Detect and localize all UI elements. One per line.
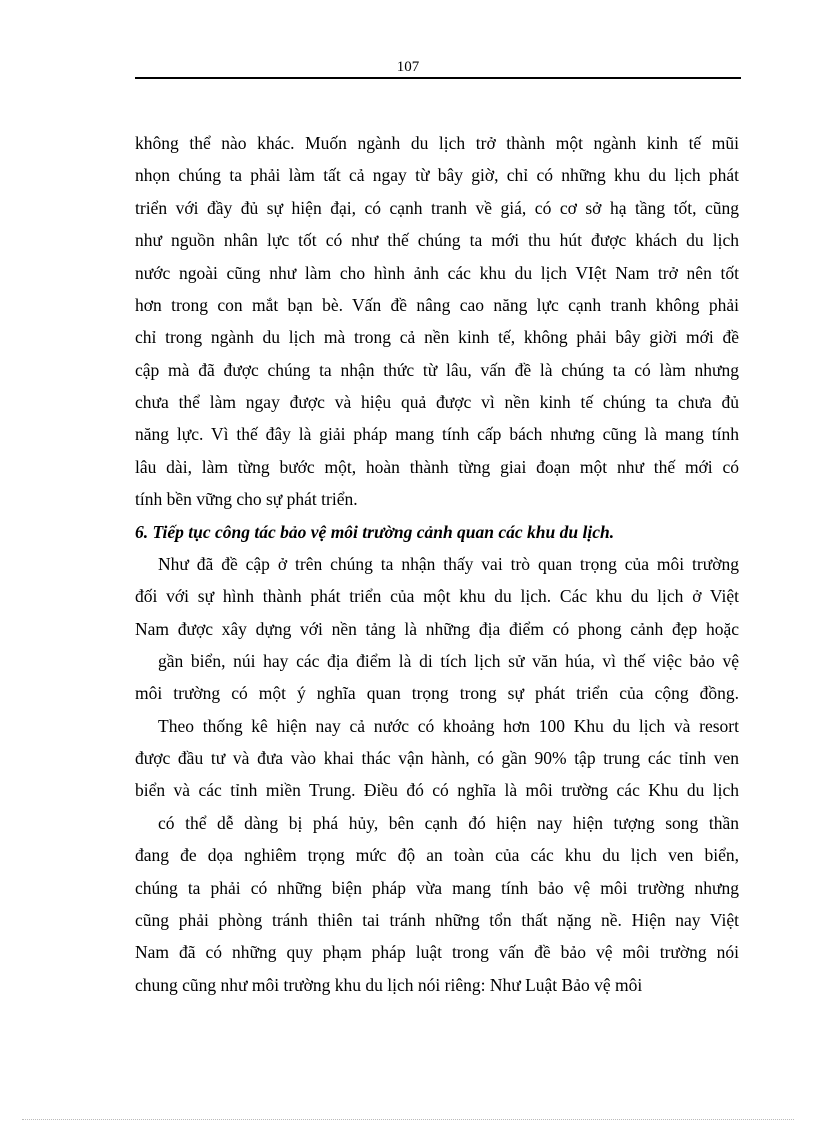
text-line: cũng phải phòng tránh thiên tai tránh những tổn thất nặng nề. Hiện nay Việt (135, 910, 739, 930)
text-line: chung cũng như môi trường khu du lịch nói riêng: Như Luật Bảo vệ môi (135, 975, 643, 995)
text-line: như nguồn nhân lực tốt có như thế chúng ta mới thu hút được khách du lịch (135, 230, 739, 250)
text-line: Như đã đề cập ở trên chúng ta nhận thấy vai trò quan trọng của môi trường (158, 554, 739, 574)
text-line: Theo thống kê hiện nay cả nước có khoảng hơn 100 Khu du lịch và resort (158, 716, 739, 736)
text-line: tính bền vững cho sự phát triển. (135, 489, 358, 509)
text-line: Nam đã có những quy phạm pháp luật trong vấn đề bảo vệ môi trường nói (135, 942, 739, 962)
text-line: hơn trong con mắt bạn bè. Vấn đề nâng cao năng lực cạnh tranh không phải (135, 295, 739, 315)
text-line: môi trường có một ý nghĩa quan trọng trong sự phát triển của cộng đồng. (135, 683, 739, 703)
text-line: triển với đầy đủ sự hiện đại, có cạnh tranh về giá, có cơ sở hạ tầng tốt, cũng (135, 198, 739, 218)
page-number: 107 (396, 59, 420, 75)
text-line: không thể nào khác. Muốn ngành du lịch trở thành một ngành kinh tế mũi (135, 133, 739, 153)
text-line: năng lực. Vì thế đây là giải pháp mang tính cấp bách nhưng cũng là mang tính (135, 424, 739, 444)
text-line: lâu dài, làm từng bước một, hoàn thành từng giai đoạn một như thế mới có (135, 457, 739, 477)
text-line: có thể dễ dàng bị phá hủy, bên cạnh đó hiện nay hiện tượng song thần (158, 813, 739, 833)
text-line: biển và các tỉnh miền Trung. Điều đó có nghĩa là môi trường các Khu du lịch (135, 780, 739, 800)
text-line: chúng ta phải có những biện pháp vừa mang tính bảo vệ môi trường nhưng (135, 878, 739, 898)
footer-dotted-rule (22, 1119, 794, 1120)
text-line: nhọn chúng ta phải làm tất cả ngay từ bây giờ, chỉ có những khu du lịch phát (135, 165, 739, 185)
text-line: chưa thể làm ngay được và hiệu quả được vì nền kinh tế chúng ta chưa đủ (135, 392, 739, 412)
text-line: chỉ trong ngành du lịch mà trong cả nền kinh tế, không phải bây giời mới đề (135, 327, 739, 347)
text-line: đối với sự hình thành phát triển của một khu du lịch. Các khu du lịch ở Việt (135, 586, 739, 606)
text-line: gần biển, núi hay các địa điểm là di tích lịch sử văn húa, vì thế việc bảo vệ (158, 651, 739, 671)
text-line: được đầu tư và đưa vào khai thác vận hành, có gần 90% tập trung các tỉnh ven (135, 748, 739, 768)
section-heading: 6. Tiếp tục công tác bảo vệ môi trường cảnh quan các khu du lịch. (135, 522, 615, 542)
text-line: cập mà đã được chúng ta nhận thức từ lâu, vấn đề là chúng ta có làm nhưng (135, 360, 739, 380)
text-line: nước ngoài cũng như làm cho hình ảnh các khu du lịch VIệt Nam trở nên tốt (135, 263, 739, 283)
text-line: đang đe dọa nghiêm trọng mức độ an toàn của các khu du lịch ven biển, (135, 845, 739, 865)
text-line: Nam được xây dựng với nền tảng là những địa điểm có phong cảnh đẹp hoặc (135, 619, 739, 639)
header-rule (135, 77, 741, 79)
